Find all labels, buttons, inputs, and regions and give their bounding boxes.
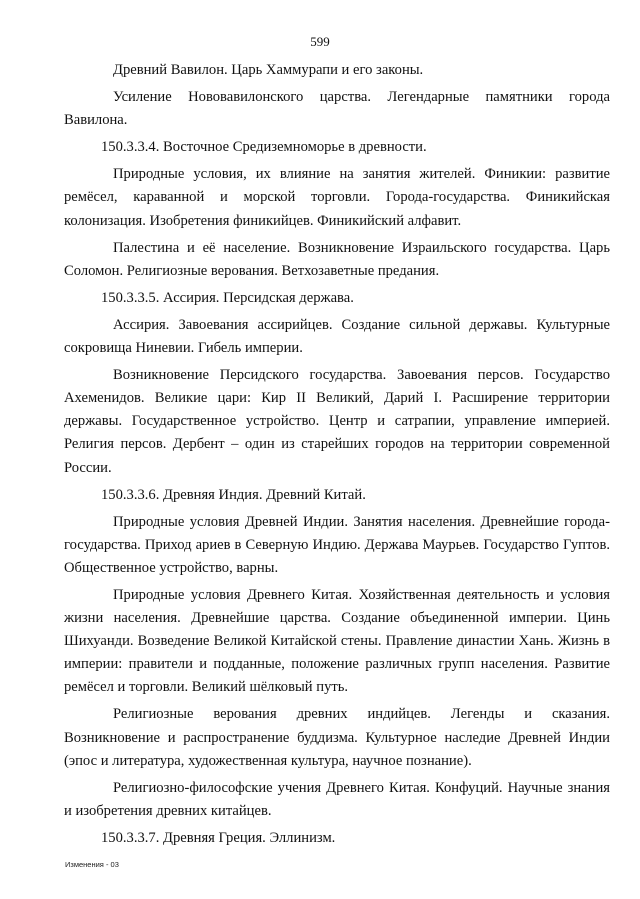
paragraph-persia: Возникновение Персидского государства. Завоевания персов. Государство Ахеменидов. Великие цари: Кир II Великий, Дарий I. Расширение территории державы. Государственное устройство. Центр и сатрапии, управление империей. Религия персов. Дербент – один из старейших городов на территории современной России. bbox=[64, 367, 610, 476]
paragraph-phoenicia: Природные условия, их влияние на занятия жителей. Финикии: развитие ремёсел, караванной и морской торговли. Города-государства. Финикийская колонизация. Изобретения финикийцев. Финикийский алфавит. bbox=[64, 166, 610, 229]
revision-footer: Изменения - 03 bbox=[65, 860, 119, 869]
section-heading-150-3-3-6: 150.3.3.6. Древняя Индия. Древний Китай. bbox=[101, 486, 366, 503]
paragraph-china-conditions: Природные условия Древнего Китая. Хозяйственная деятельность и условия жизни населения. Древнейшие царства. Создание объединенной империи. Цинь Шихуанди. Возведение Великой Китайской стены. Правление династии Хань. Жизнь в империи: правители и подданные, положение различных групп населения. Развитие ремёсел и торговли. Великий шёлковый путь. bbox=[64, 586, 610, 696]
page-number: 599 bbox=[310, 34, 330, 49]
paragraph-india-conditions: Природные условия Древней Индии. Занятия населения. Древнейшие города-государства. Приход ариев в Северную Индию. Держава Маурьев. Государство Гуптов. Общественное устройство, варны. bbox=[64, 513, 610, 576]
paragraph-india-religion: Религиозные верования древних индийцев. Легенды и сказания. Возникновение и распространение буддизма. Культурное наследие Древней Индии (эпос и литература, художественная культура, научное познание). bbox=[64, 706, 610, 769]
paragraph-babylon: Древний Вавилон. Царь Хаммурапи и его законы. bbox=[113, 62, 424, 78]
paragraph-assyria: Ассирия. Завоевания ассирийцев. Создание сильной державы. Культурные сокровища Ниневии. Гибель империи. bbox=[64, 316, 610, 357]
section-heading-150-3-3-4: 150.3.3.4. Восточное Средиземноморье в древности. bbox=[101, 139, 427, 156]
paragraph-palestine: Палестина и её население. Возникновение Израильского государства. Царь Соломон. Религиозные верования. Ветхозаветные предания. bbox=[64, 239, 610, 279]
section-heading-150-3-3-7: 150.3.3.7. Древняя Греция. Эллинизм. bbox=[101, 829, 336, 846]
section-heading-150-3-3-5: 150.3.3.5. Ассирия. Персидская держава. bbox=[101, 289, 354, 306]
paragraph-china-philosophy: Религиозно-философские учения Древнего Китая. Конфуций. Научные знания и изобретения древних китайцев. bbox=[64, 779, 610, 819]
document-body bbox=[64, 59, 610, 854]
paragraph-neo-babylon: Усиление Нововавилонского царства. Легендарные памятники города Вавилона. bbox=[64, 89, 610, 129]
